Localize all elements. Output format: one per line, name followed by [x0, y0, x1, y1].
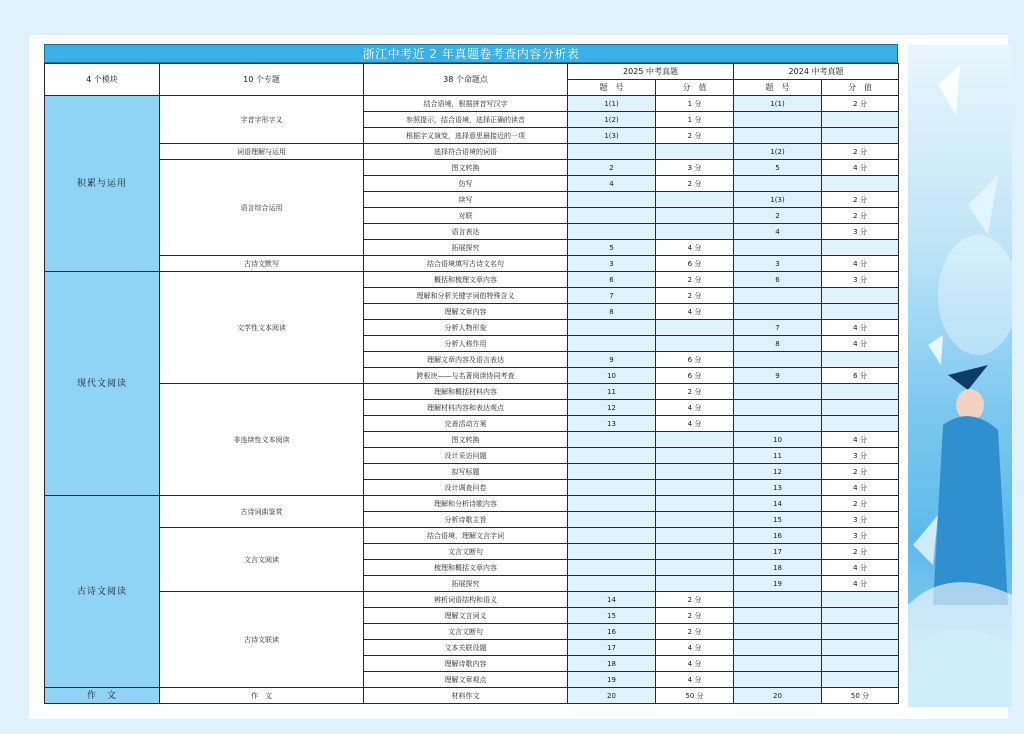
- header-2024-question: 题 号: [734, 80, 822, 96]
- score-2025-cell: 2 分: [656, 384, 734, 400]
- question-2025-cell: [568, 448, 656, 464]
- score-2025-cell: 6 分: [656, 368, 734, 384]
- question-2025-cell: [568, 528, 656, 544]
- question-2024-cell: 12: [734, 464, 822, 480]
- topic-cell: 古诗文联读: [160, 592, 364, 688]
- point-cell: 拓展探究: [364, 240, 568, 256]
- question-2024-cell: 15: [734, 512, 822, 528]
- header-modules: 4 个模块: [45, 64, 160, 96]
- score-2025-cell: 2 分: [656, 176, 734, 192]
- question-2025-cell: 1(1): [568, 96, 656, 112]
- score-2024-cell: 2 分: [822, 464, 899, 480]
- score-2025-cell: [656, 192, 734, 208]
- question-2024-cell: [734, 640, 822, 656]
- score-2025-cell: 1 分: [656, 112, 734, 128]
- question-2024-cell: [734, 672, 822, 688]
- point-cell: 参照提示，结合语境，选择正确的读音: [364, 112, 568, 128]
- question-2024-cell: 13: [734, 480, 822, 496]
- score-2025-cell: [656, 576, 734, 592]
- question-2024-cell: 1(2): [734, 144, 822, 160]
- score-2025-cell: [656, 336, 734, 352]
- point-cell: 分析人物形象: [364, 320, 568, 336]
- score-2024-cell: 3 分: [822, 512, 899, 528]
- topic-cell: 古诗词曲鉴赏: [160, 496, 364, 528]
- score-2024-cell: 4 分: [822, 256, 899, 272]
- question-2025-cell: 4: [568, 176, 656, 192]
- header-2024: 2024 中考真题: [734, 64, 899, 80]
- point-cell: 文言文断句: [364, 544, 568, 560]
- header-topics: 10 个专题: [160, 64, 364, 96]
- question-2024-cell: 14: [734, 496, 822, 512]
- score-2025-cell: 4 分: [656, 304, 734, 320]
- question-2025-cell: 19: [568, 672, 656, 688]
- topic-cell: 非连续性文本阅读: [160, 384, 364, 496]
- topic-cell: 古诗文默写: [160, 256, 364, 272]
- score-2025-cell: [656, 496, 734, 512]
- question-2025-cell: [568, 560, 656, 576]
- question-2025-cell: 18: [568, 656, 656, 672]
- question-2024-cell: 19: [734, 576, 822, 592]
- point-cell: 对联: [364, 208, 568, 224]
- table-body: [45, 96, 899, 704]
- score-2025-cell: 2 分: [656, 592, 734, 608]
- question-2024-cell: 16: [734, 528, 822, 544]
- header-2025-question: 题 号: [568, 80, 656, 96]
- point-cell: 设计调查问卷: [364, 480, 568, 496]
- question-2025-cell: 1(3): [568, 128, 656, 144]
- table-row: [45, 160, 899, 176]
- score-2025-cell: 1 分: [656, 96, 734, 112]
- score-2024-cell: 3 分: [822, 272, 899, 288]
- question-2024-cell: [734, 656, 822, 672]
- question-2025-cell: 15: [568, 608, 656, 624]
- score-2024-cell: 50 分: [822, 688, 899, 704]
- score-2025-cell: [656, 208, 734, 224]
- score-2024-cell: [822, 416, 899, 432]
- point-cell: 拟写标题: [364, 464, 568, 480]
- score-2025-cell: 4 分: [656, 240, 734, 256]
- question-2025-cell: [568, 496, 656, 512]
- score-2024-cell: [822, 592, 899, 608]
- score-2025-cell: [656, 544, 734, 560]
- question-2024-cell: 3: [734, 256, 822, 272]
- analysis-table: [44, 63, 899, 704]
- point-cell: 结合语境，根据拼音写汉字: [364, 96, 568, 112]
- question-2024-cell: [734, 304, 822, 320]
- question-2025-cell: 16: [568, 624, 656, 640]
- question-2024-cell: 9: [734, 368, 822, 384]
- question-2025-cell: 10: [568, 368, 656, 384]
- point-cell: 语言表达: [364, 224, 568, 240]
- point-cell: 续写: [364, 192, 568, 208]
- score-2024-cell: 2 分: [822, 192, 899, 208]
- point-cell: 理解文章观点: [364, 672, 568, 688]
- score-2024-cell: 2 分: [822, 496, 899, 512]
- question-2024-cell: 20: [734, 688, 822, 704]
- question-2025-cell: [568, 336, 656, 352]
- score-2024-cell: 4 分: [822, 432, 899, 448]
- score-2025-cell: 2 分: [656, 288, 734, 304]
- question-2025-cell: [568, 320, 656, 336]
- question-2024-cell: 7: [734, 320, 822, 336]
- question-2025-cell: 5: [568, 240, 656, 256]
- score-2024-cell: [822, 288, 899, 304]
- question-2024-cell: 4: [734, 224, 822, 240]
- score-2024-cell: [822, 176, 899, 192]
- point-cell: 结合语境，理解文言字词: [364, 528, 568, 544]
- module-cell: 积累与运用: [45, 96, 160, 272]
- header-2025: 2025 中考真题: [568, 64, 734, 80]
- score-2024-cell: 3 分: [822, 448, 899, 464]
- score-2024-cell: [822, 128, 899, 144]
- score-2024-cell: [822, 240, 899, 256]
- point-cell: 选择符合语境的词语: [364, 144, 568, 160]
- score-2025-cell: [656, 480, 734, 496]
- question-2025-cell: [568, 464, 656, 480]
- table-row: [45, 496, 899, 512]
- question-2024-cell: 11: [734, 448, 822, 464]
- question-2024-cell: [734, 176, 822, 192]
- score-2024-cell: [822, 608, 899, 624]
- score-2024-cell: [822, 656, 899, 672]
- score-2024-cell: 4 分: [822, 560, 899, 576]
- point-cell: 理解材料内容和表达观点: [364, 400, 568, 416]
- question-2025-cell: 14: [568, 592, 656, 608]
- question-2024-cell: [734, 288, 822, 304]
- score-2025-cell: [656, 320, 734, 336]
- score-2025-cell: [656, 432, 734, 448]
- question-2024-cell: 8: [734, 336, 822, 352]
- table-row: [45, 96, 899, 112]
- graduation-illustration: [908, 45, 1012, 707]
- question-2024-cell: [734, 592, 822, 608]
- table-row: [45, 144, 899, 160]
- question-2024-cell: 5: [734, 160, 822, 176]
- module-cell: 现代文阅读: [45, 272, 160, 496]
- question-2025-cell: [568, 144, 656, 160]
- score-2025-cell: 4 分: [656, 416, 734, 432]
- score-2024-cell: [822, 400, 899, 416]
- point-cell: 理解和概括材料内容: [364, 384, 568, 400]
- header-2024-score: 分 值: [822, 80, 899, 96]
- point-cell: 文言文断句: [364, 624, 568, 640]
- table-row: [45, 256, 899, 272]
- question-2024-cell: 1(3): [734, 192, 822, 208]
- score-2024-cell: [822, 352, 899, 368]
- score-2025-cell: 2 分: [656, 624, 734, 640]
- point-cell: 分析人称作用: [364, 336, 568, 352]
- question-2025-cell: 2: [568, 160, 656, 176]
- score-2025-cell: [656, 528, 734, 544]
- table-row: [45, 272, 899, 288]
- question-2025-cell: 20: [568, 688, 656, 704]
- score-2024-cell: [822, 112, 899, 128]
- point-cell: 梳理和概括文章内容: [364, 560, 568, 576]
- question-2025-cell: 6: [568, 272, 656, 288]
- question-2024-cell: [734, 624, 822, 640]
- score-2024-cell: 4 分: [822, 336, 899, 352]
- score-2025-cell: 2 分: [656, 272, 734, 288]
- score-2025-cell: 4 分: [656, 640, 734, 656]
- question-2025-cell: [568, 208, 656, 224]
- score-2024-cell: [822, 384, 899, 400]
- point-cell: 理解文言词义: [364, 608, 568, 624]
- table-row: [45, 688, 899, 704]
- question-2024-cell: [734, 128, 822, 144]
- score-2025-cell: [656, 144, 734, 160]
- table-row: [45, 528, 899, 544]
- question-2025-cell: 7: [568, 288, 656, 304]
- question-2024-cell: [734, 240, 822, 256]
- question-2025-cell: [568, 576, 656, 592]
- question-2025-cell: [568, 512, 656, 528]
- question-2025-cell: 1(2): [568, 112, 656, 128]
- score-2024-cell: 4 分: [822, 160, 899, 176]
- point-cell: 图文转换: [364, 432, 568, 448]
- question-2024-cell: 17: [734, 544, 822, 560]
- score-2025-cell: [656, 464, 734, 480]
- point-cell: 理解和分析诗歌内容: [364, 496, 568, 512]
- header-points: 38 个命题点: [364, 64, 568, 96]
- point-cell: 仿写: [364, 176, 568, 192]
- score-2025-cell: 50 分: [656, 688, 734, 704]
- score-2025-cell: 3 分: [656, 160, 734, 176]
- table-row: [45, 592, 899, 608]
- point-cell: 结合语境填写古诗文名句: [364, 256, 568, 272]
- point-cell: 文本关联设题: [364, 640, 568, 656]
- question-2025-cell: 9: [568, 352, 656, 368]
- graduation-illustration-svg: [908, 45, 1012, 707]
- score-2025-cell: 6 分: [656, 256, 734, 272]
- table-row: [45, 384, 899, 400]
- score-2025-cell: [656, 512, 734, 528]
- score-2024-cell: [822, 624, 899, 640]
- score-2025-cell: [656, 224, 734, 240]
- score-2024-cell: 6 分: [822, 368, 899, 384]
- score-2024-cell: [822, 304, 899, 320]
- point-cell: 理解和分析关键字词的特殊含义: [364, 288, 568, 304]
- score-2025-cell: 4 分: [656, 400, 734, 416]
- question-2025-cell: 17: [568, 640, 656, 656]
- score-2024-cell: [822, 672, 899, 688]
- score-2025-cell: [656, 560, 734, 576]
- score-2024-cell: 2 分: [822, 144, 899, 160]
- score-2025-cell: 2 分: [656, 128, 734, 144]
- score-2024-cell: [822, 640, 899, 656]
- point-cell: 辨析词语结构和语义: [364, 592, 568, 608]
- score-2024-cell: 4 分: [822, 576, 899, 592]
- point-cell: 理解文章内容及语言表达: [364, 352, 568, 368]
- point-cell: 跨板块——与名著阅读协同考查: [364, 368, 568, 384]
- topic-cell: 语言综合运用: [160, 160, 364, 256]
- point-cell: 材料作文: [364, 688, 568, 704]
- module-cell: 作 文: [45, 688, 160, 704]
- question-2025-cell: 11: [568, 384, 656, 400]
- point-cell: 理解诗歌内容: [364, 656, 568, 672]
- question-2025-cell: [568, 544, 656, 560]
- point-cell: 拓展探究: [364, 576, 568, 592]
- question-2025-cell: [568, 192, 656, 208]
- score-2024-cell: 3 分: [822, 224, 899, 240]
- topic-cell: 文言文阅读: [160, 528, 364, 592]
- question-2025-cell: [568, 224, 656, 240]
- point-cell: 完善活动方案: [364, 416, 568, 432]
- question-2024-cell: [734, 112, 822, 128]
- point-cell: 概括和梳理文章内容: [364, 272, 568, 288]
- topic-cell: 词语理解与运用: [160, 144, 364, 160]
- score-2024-cell: 2 分: [822, 544, 899, 560]
- question-2024-cell: [734, 416, 822, 432]
- question-2024-cell: 6: [734, 272, 822, 288]
- score-2025-cell: [656, 448, 734, 464]
- question-2024-cell: [734, 352, 822, 368]
- score-2024-cell: 3 分: [822, 528, 899, 544]
- point-cell: 分析诗歌主旨: [364, 512, 568, 528]
- score-2024-cell: 4 分: [822, 480, 899, 496]
- point-cell: 设计采访问题: [364, 448, 568, 464]
- score-2024-cell: 4 分: [822, 320, 899, 336]
- point-cell: 图文转换: [364, 160, 568, 176]
- question-2024-cell: [734, 608, 822, 624]
- score-2025-cell: 4 分: [656, 672, 734, 688]
- question-2025-cell: [568, 432, 656, 448]
- question-2025-cell: 12: [568, 400, 656, 416]
- score-2025-cell: 6 分: [656, 352, 734, 368]
- table-title: 浙江中考近 2 年真题卷考查内容分析表: [44, 44, 898, 63]
- point-cell: 根据字义演变，选择意思最接近的一项: [364, 128, 568, 144]
- question-2025-cell: 13: [568, 416, 656, 432]
- topic-cell: 文学性文本阅读: [160, 272, 364, 384]
- point-cell: 理解文章内容: [364, 304, 568, 320]
- score-2024-cell: 2 分: [822, 96, 899, 112]
- question-2024-cell: 1(1): [734, 96, 822, 112]
- question-2025-cell: 3: [568, 256, 656, 272]
- question-2025-cell: 8: [568, 304, 656, 320]
- question-2025-cell: [568, 480, 656, 496]
- topic-cell: 字音字形字义: [160, 96, 364, 144]
- score-2024-cell: 2 分: [822, 208, 899, 224]
- module-cell: 古诗文阅读: [45, 496, 160, 688]
- question-2024-cell: [734, 384, 822, 400]
- score-2025-cell: 4 分: [656, 656, 734, 672]
- question-2024-cell: 18: [734, 560, 822, 576]
- question-2024-cell: [734, 400, 822, 416]
- question-2024-cell: 10: [734, 432, 822, 448]
- header-2025-score: 分 值: [656, 80, 734, 96]
- score-2025-cell: 2 分: [656, 608, 734, 624]
- question-2024-cell: 2: [734, 208, 822, 224]
- topic-cell: 作 文: [160, 688, 364, 704]
